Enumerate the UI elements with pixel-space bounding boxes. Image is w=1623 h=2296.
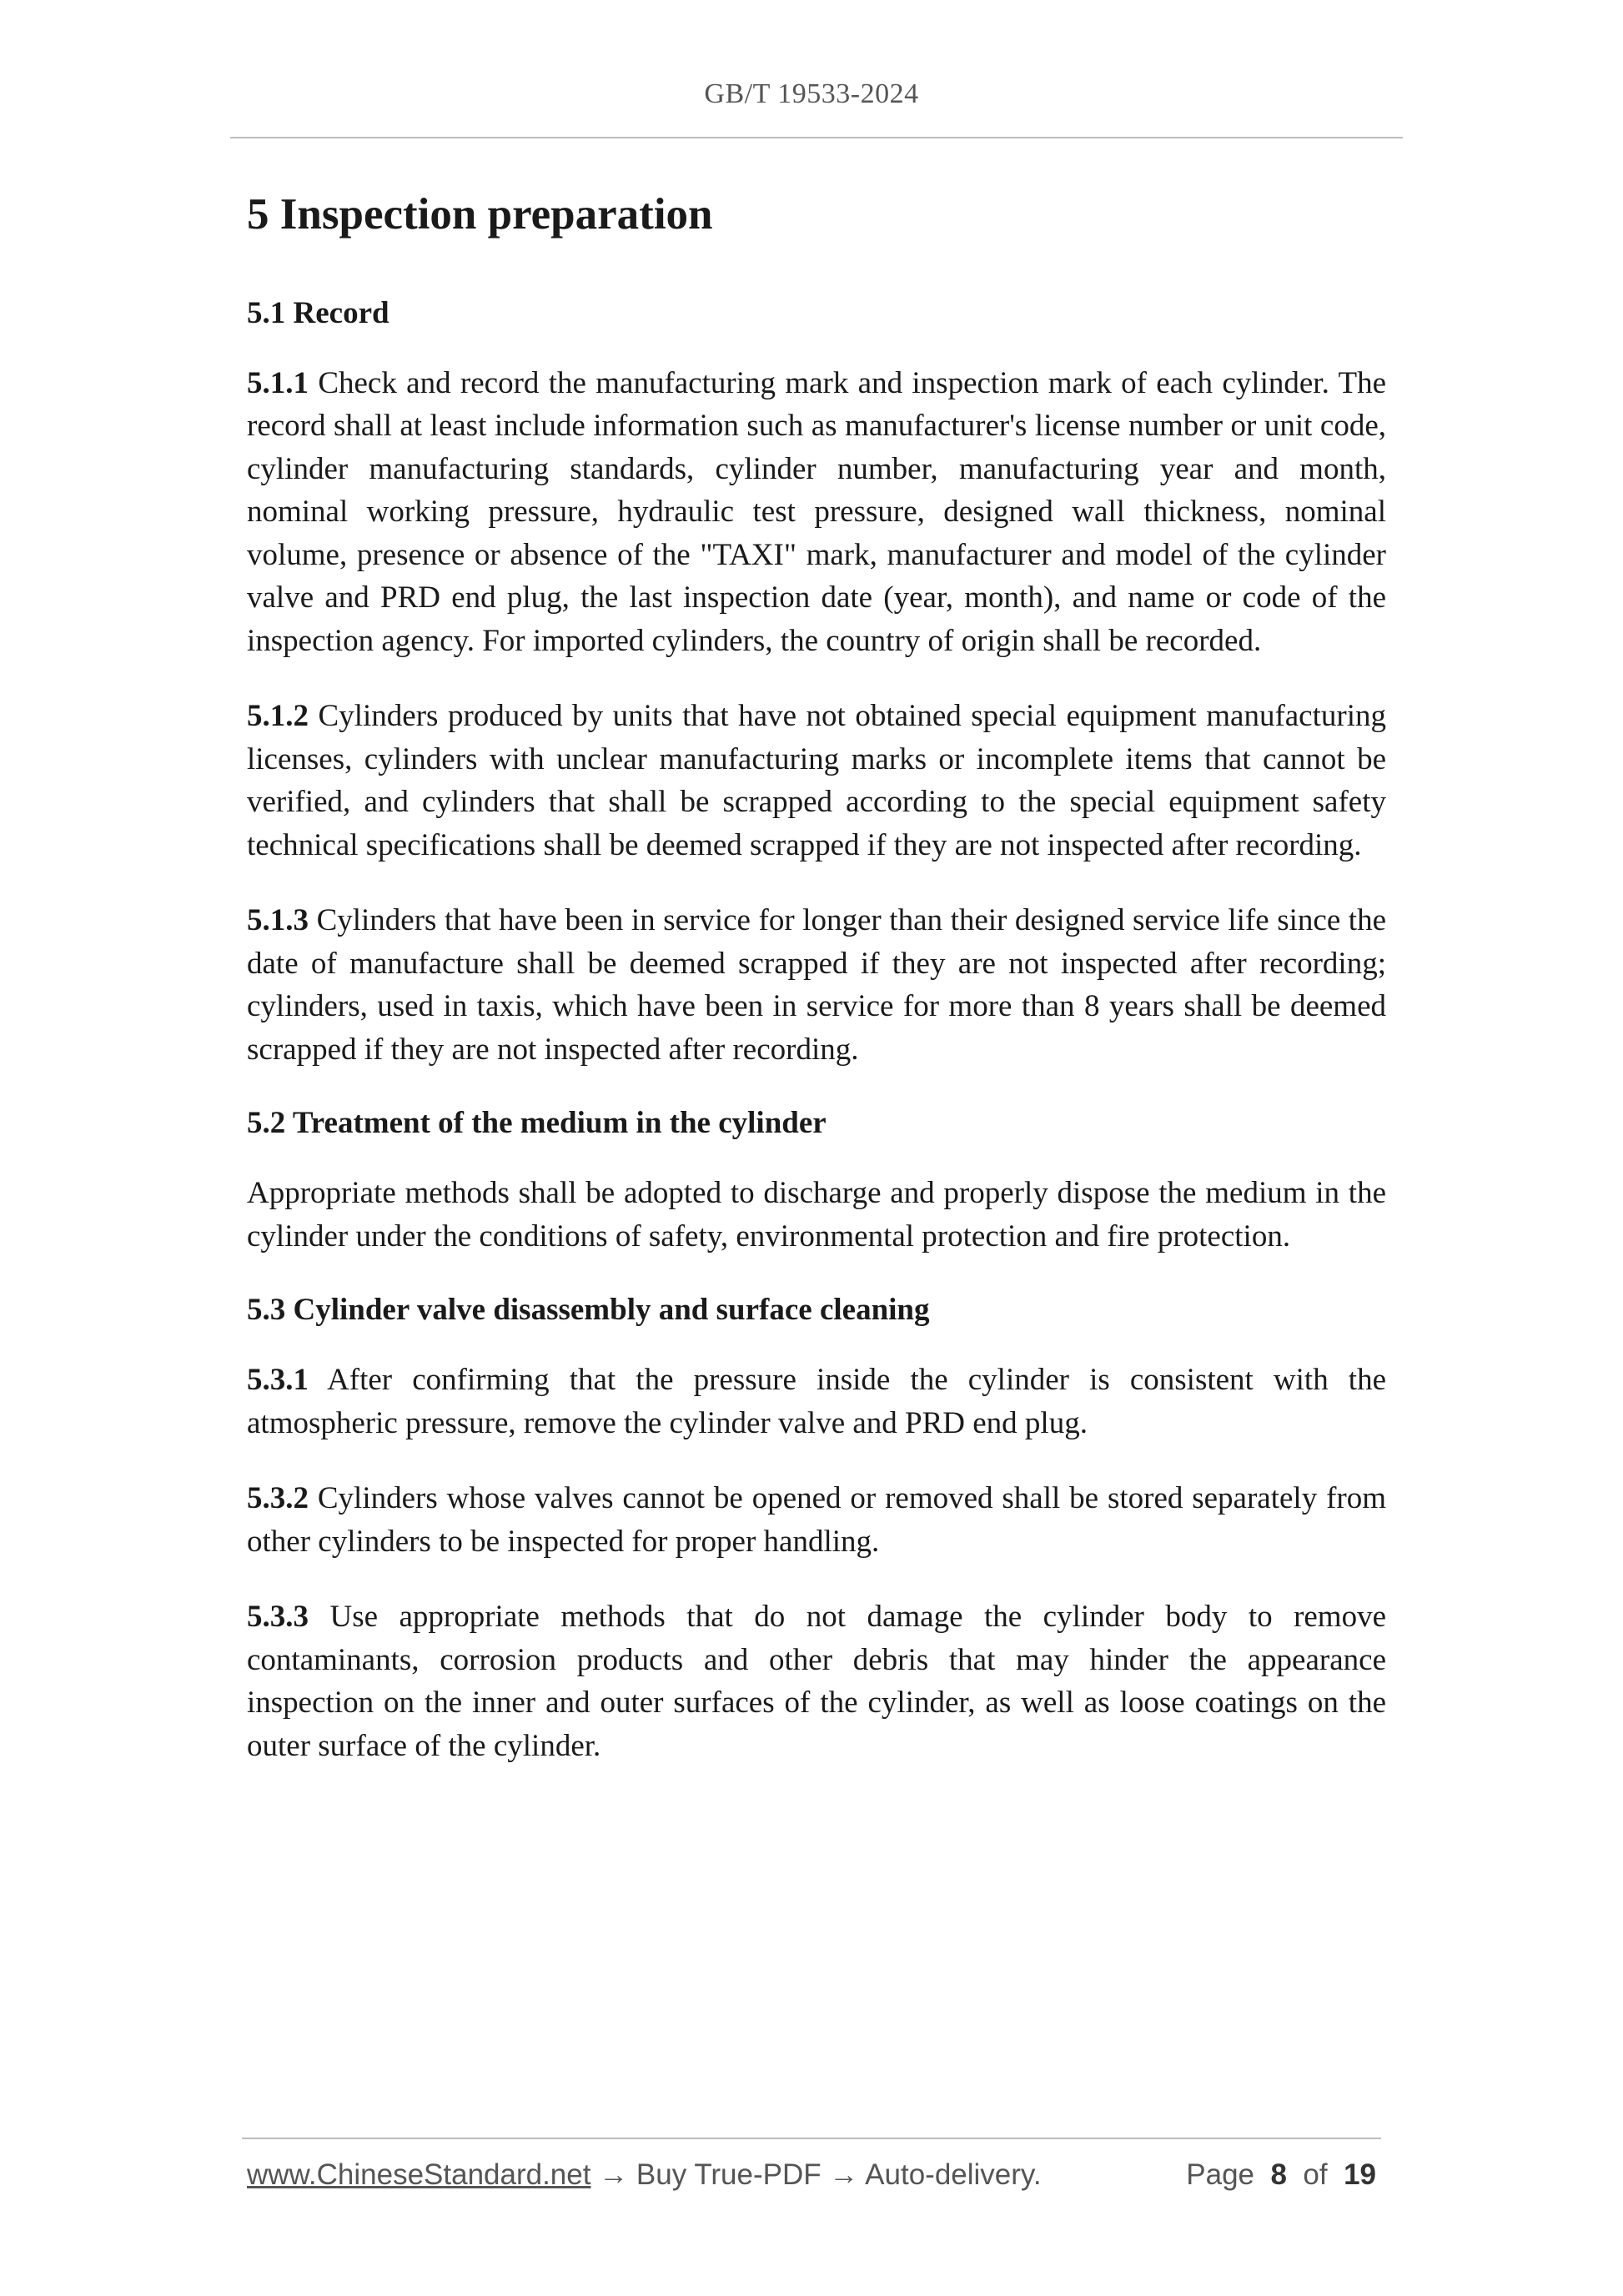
clause-5-1-3	[247, 899, 1386, 1071]
clause-number: 5.3.2	[247, 1481, 309, 1516]
page-total: 19	[1344, 2158, 1376, 2191]
clause-5-1-2	[247, 695, 1386, 867]
clause-text: Cylinders that have been in service for longer than their designed service life since the date of manufacture shall be deemed scrapped if they are not inspected after recording; cylinders, used in taxis, which have been in service for more than 8 years shall be deemed scrapped if they are not inspected after recording.	[247, 903, 1386, 1067]
footer-tagline: → Buy True-PDF → Auto-delivery.	[590, 2158, 1042, 2191]
clause-text: Cylinders produced by units that have not obtained special equipment manufacturing licenses, cylinders with unclear manufacturing marks or incomplete items that cannot be verified, and cylinders that shall be scrapped according to the special equipment safety technical specifications shall be deemed scrapped if they are not inspected after recording.	[247, 699, 1386, 862]
header-doc-id: GB/T 19533-2024	[704, 78, 919, 109]
section-title: 5 Inspection preparation	[247, 190, 713, 239]
page-label: Page	[1186, 2158, 1255, 2191]
page-footer	[247, 2158, 1376, 2192]
footer-divider	[242, 2138, 1381, 2139]
clause-text: After confirming that the pressure inside the cylinder is consistent with the atmospheric pressure, remove the cylinder valve and PRD end plug.	[247, 1363, 1386, 1440]
clause-5-3-2	[247, 1477, 1386, 1563]
clause-5-1-1	[247, 362, 1386, 663]
clause-5-3-3	[247, 1595, 1386, 1767]
website-link[interactable]: www.ChineseStandard.net	[247, 2158, 591, 2191]
clause-5-3-1	[247, 1359, 1386, 1444]
page-current: 8	[1270, 2158, 1287, 2191]
subsection-5-2-title: 5.2 Treatment of the medium in the cylinder	[247, 1106, 827, 1141]
subsection-5-3-title: 5.3 Cylinder valve disassembly and surface cleaning	[247, 1293, 930, 1328]
clause-number: 5.1.2	[247, 699, 309, 734]
page-content	[247, 188, 1386, 1800]
of-label: of	[1303, 2158, 1328, 2191]
header-divider	[230, 137, 1403, 138]
page-indicator	[1186, 2158, 1376, 2192]
clause-number: 5.1.1	[247, 365, 309, 400]
clause-number: 5.3.1	[247, 1363, 309, 1398]
clause-text: Use appropriate methods that do not damage the cylinder body to remove contaminants, corrosion products and other debris that may hinder the appearance inspection on the inner and outer surfaces of the cylinder, as well as loose coatings on the outer surface of the cylinder.	[247, 1600, 1387, 1763]
subsection-5-1-title: 5.1 Record	[247, 295, 389, 330]
clause-text: Cylinders whose valves cannot be opened or removed shall be stored separately from other cylinders to be inspected for proper handling.	[247, 1481, 1386, 1559]
clause-number: 5.3.3	[247, 1600, 309, 1635]
footer-left	[247, 2158, 1042, 2192]
clause-number: 5.1.3	[247, 903, 309, 938]
clause-5-2-text: Appropriate methods shall be adopted to discharge and properly dispose the medium in the cylinder under the conditions of safety, environmental protection and fire protection.	[247, 1176, 1386, 1254]
clause-text: Check and record the manufacturing mark and inspection mark of each cylinder. The record shall at least include information such as manufacturer's license number or unit code, cylinder manufacturing standards, cylinder number, manufacturing year and month, nominal working pressure, hydraulic test pressure, designed wall thickness, nominal volume, presence or absence of the "TAXI" mark, manufacturer and model of the cylinder valve and PRD end plug, the last inspection date (year, month), and name or code of the inspection agency. For imported cylinders, the country of origin shall be recorded.	[247, 365, 1386, 658]
